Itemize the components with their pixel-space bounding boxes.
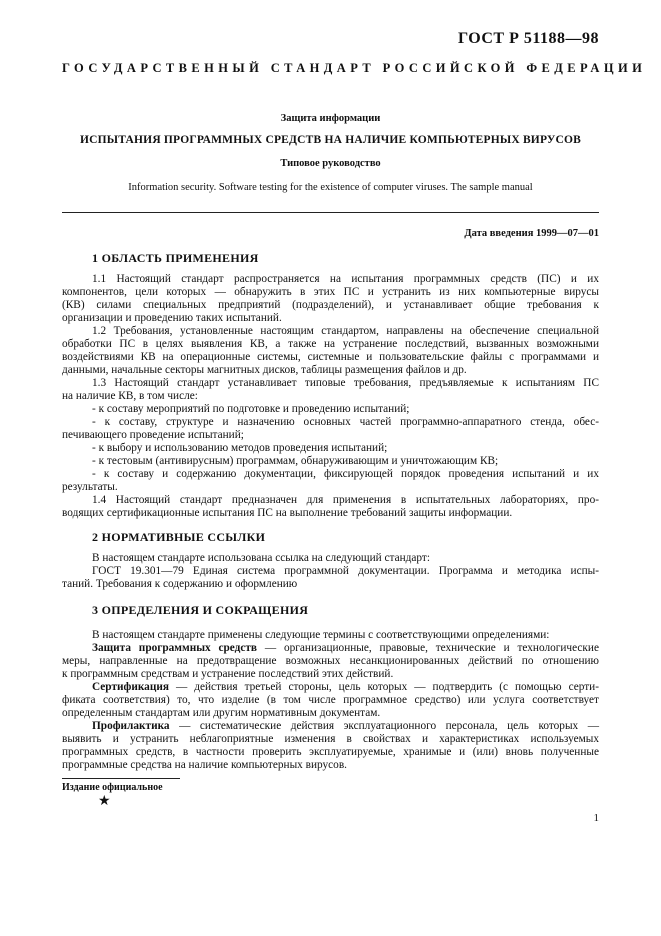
term-name: Защита программных средств bbox=[92, 642, 258, 654]
divider-line bbox=[62, 212, 599, 213]
s2-line: таний. Требования к содержанию и оформлению bbox=[62, 578, 298, 590]
section-3-heading: 3 ОПРЕДЕЛЕНИЯ И СОКРАЩЕНИЯ bbox=[92, 603, 309, 617]
page-number: 1 bbox=[593, 812, 599, 824]
term-definition: — систематические действия эксплуатационного персонала, цель которых — bbox=[169, 720, 599, 732]
term-name: Профилактика bbox=[92, 720, 170, 732]
s1-line: (КВ) силами специальных предприятий (подразделений), и устанавливает общие требования к bbox=[62, 299, 599, 311]
s1-line: результаты. bbox=[62, 481, 118, 493]
s1-line: компонентов, цели которых — обнаружить в этих ПС и устранить из них компьютерные вирусы bbox=[62, 286, 599, 298]
english-title: Information security. Software testing for the existence of computer viruses. The sample manual bbox=[128, 182, 533, 193]
s1-line: - к составу, структуре и назначению основных частей программно-аппаратного стенда, обес- bbox=[92, 416, 599, 428]
s1-line: 1.2 Требования, установленные настоящим стандартом, направлены на обеспечение специальной bbox=[92, 325, 599, 337]
s3-line: программных средств, в частности проверить эксплуатируемые, хранимые и (или) вновь полученные bbox=[62, 746, 599, 758]
term-protection bbox=[62, 642, 599, 655]
s1-line: - к составу и содержанию документации, фиксирующей порядок проведения испытаний и их bbox=[92, 468, 599, 480]
s3-line: выявить и устранить неблагоприятные изменения в свойствах и характеристиках используемых bbox=[62, 733, 599, 745]
s3-line: к программным средствам и устранение последствий этих действий. bbox=[62, 668, 394, 680]
s1-line: 1.4 Настоящий стандарт предназначен для применения в испытательных лабораториях, про- bbox=[92, 494, 599, 506]
s3-line: меры, направленные на предотвращение возможных несанкционированных действий по отношению bbox=[62, 655, 599, 667]
main-title: ИСПЫТАНИЯ ПРОГРАММНЫХ СРЕДСТВ НА НАЛИЧИЕ КОМПЬЮТЕРНЫХ ВИРУСОВ bbox=[79, 134, 582, 146]
s1-line: 1.1 Настоящий стандарт распространяется на испытания программных средств (ПС) и их bbox=[92, 273, 599, 285]
footer-divider bbox=[62, 778, 180, 779]
s2-line: В настоящем стандарте использована ссылка на следующий стандарт: bbox=[92, 552, 430, 564]
term-prevention bbox=[62, 720, 599, 733]
s2-line: ГОСТ 19.301—79 Единая система программной документации. Программа и методика испы- bbox=[92, 565, 599, 577]
term-certification bbox=[62, 681, 599, 694]
official-edition-label: Издание официальное bbox=[62, 782, 163, 793]
state-standard-line: ГОСУДАРСТВЕННЫЙ СТАНДАРТ РОССИЙСКОЙ ФЕДЕРАЦИИ bbox=[62, 61, 647, 75]
s1-line: - к составу мероприятий по подготовке и проведению испытаний; bbox=[92, 403, 410, 415]
term-name: Сертификация bbox=[92, 681, 169, 693]
s1-line: - к тестовым (антивирусным) программам, обнаруживающим и уничтожающим КВ; bbox=[92, 455, 499, 467]
s1-line: обработки ПС в целях выявления КВ, а также на устранение последствий, вызванных возможными bbox=[62, 338, 599, 350]
introduction-date: Дата введения 1999—07—01 bbox=[464, 228, 599, 239]
s3-line: определенным стандартам или другим нормативным документам. bbox=[62, 707, 381, 719]
s1-line: 1.3 Настоящий стандарт устанавливает типовые требования, предъявляемые к испытаниям ПС bbox=[92, 377, 599, 389]
section-2-heading: 2 НОРМАТИВНЫЕ ССЫЛКИ bbox=[92, 530, 266, 544]
s1-line: организации и проведению таких испытаний. bbox=[62, 312, 282, 324]
s3-intro: В настоящем стандарте применены следующие термины с соответствующими определениями: bbox=[92, 629, 550, 641]
s3-line: программные средства на наличие компьютерных вирусов. bbox=[62, 759, 347, 771]
s1-line: водящих сертификационные испытания ПС на выполнение требований защиты информации. bbox=[62, 507, 513, 519]
s1-line: - к выбору и использованию методов проведения испытаний; bbox=[92, 442, 388, 454]
term-definition: — действия третьей стороны, цель которых — подтвердить (с помощью серти- bbox=[168, 681, 599, 693]
s1-line: воздействиями КВ на операционные системы, системные и пользовательские файлы с программами и bbox=[62, 351, 599, 363]
topic-title: Защита информации bbox=[280, 113, 381, 124]
s1-line: печивающего проведение испытаний; bbox=[62, 429, 244, 441]
document-code: ГОСТ Р 51188—98 bbox=[457, 30, 599, 47]
s1-line: на наличие КВ, в том числе: bbox=[62, 390, 198, 402]
star-icon: ★ bbox=[98, 794, 111, 809]
s3-line: фиката соответствия) то, что изделие (в том числе программное средство) или услуга соответствует bbox=[62, 694, 599, 706]
section-1-heading: 1 ОБЛАСТЬ ПРИМЕНЕНИЯ bbox=[92, 251, 259, 265]
s1-line: данными, начальные секторы магнитных дисков, таблицы размещения файлов и др. bbox=[62, 364, 467, 376]
subtitle: Типовое руководство bbox=[280, 158, 381, 169]
term-definition: — организационные, правовые, технические и технологические bbox=[257, 642, 599, 654]
